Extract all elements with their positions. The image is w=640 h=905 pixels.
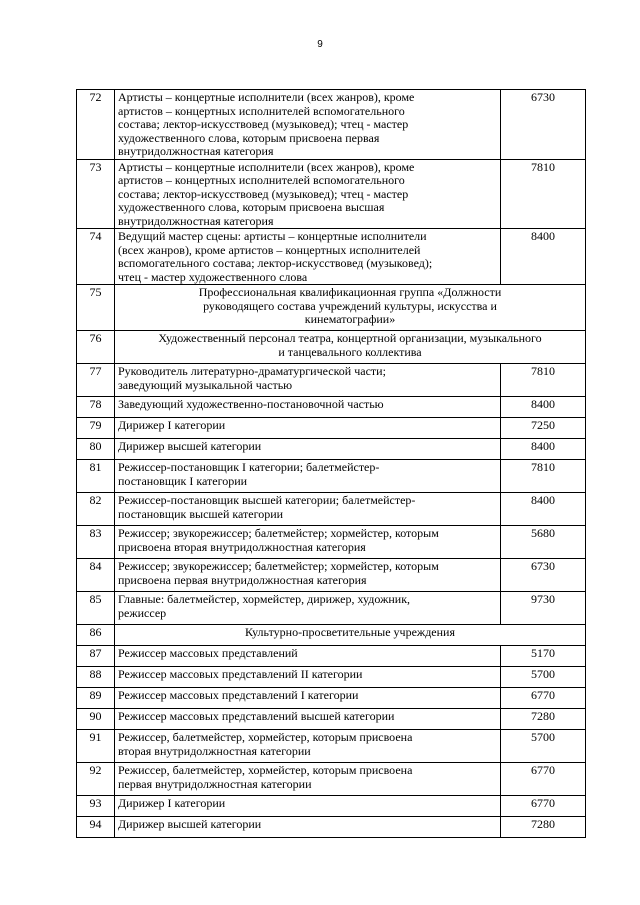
- position-title: Режиссер-постановщик I категории; балетмейстер- постановщик I категории: [115, 460, 501, 493]
- salary-value: 8400: [501, 397, 586, 418]
- table-row-section-heading: [77, 625, 586, 646]
- position-title: Режиссер, балетмейстер, хормейстер, которым присвоена вторая внутридолжностная категории: [115, 730, 501, 763]
- salary-value: 7810: [501, 364, 586, 397]
- table-row: [77, 159, 586, 229]
- row-number: 89: [77, 688, 115, 709]
- salary-value: 6730: [501, 559, 586, 592]
- position-title: Дирижер I категории: [115, 796, 501, 817]
- table-row: [77, 397, 586, 418]
- position-title: Руководитель литературно-драматургической части; заведующий музыкальной частью: [115, 364, 501, 397]
- table-row: [77, 688, 586, 709]
- row-number: 77: [77, 364, 115, 397]
- row-number: 86: [77, 625, 115, 646]
- row-number: 92: [77, 763, 115, 796]
- table-row: [77, 229, 586, 285]
- salary-table: [76, 89, 586, 838]
- salary-value: 8400: [501, 493, 586, 526]
- salary-value: 8400: [501, 439, 586, 460]
- row-number: 73: [77, 159, 115, 229]
- row-number: 75: [77, 285, 115, 331]
- table-row: [77, 439, 586, 460]
- position-title: Режиссер-постановщик высшей категории; балетмейстер- постановщик высшей категории: [115, 493, 501, 526]
- row-number: 78: [77, 397, 115, 418]
- section-heading: Художественный персонал театра, концертной организации, музыкального и танцевального коллектива: [115, 331, 586, 364]
- page-number: 9: [317, 39, 323, 50]
- salary-value: 5700: [501, 667, 586, 688]
- row-number: 93: [77, 796, 115, 817]
- table-row: [77, 364, 586, 397]
- row-number: 76: [77, 331, 115, 364]
- row-number: 94: [77, 817, 115, 838]
- salary-value: 7250: [501, 418, 586, 439]
- position-title: Режиссер массовых представлений высшей категории: [115, 709, 501, 730]
- table-row: [77, 559, 586, 592]
- row-number: 87: [77, 646, 115, 667]
- salary-value: 7810: [501, 460, 586, 493]
- row-number: 83: [77, 526, 115, 559]
- row-number: 74: [77, 229, 115, 285]
- salary-value: 7280: [501, 709, 586, 730]
- position-title: Режиссер массовых представлений: [115, 646, 501, 667]
- group-heading: Профессиональная квалификационная группа «Должности руководящего состава учреждений культуры, искусства и кинематографии»: [115, 285, 586, 331]
- position-title: Артисты – концертные исполнители (всех жанров), кроме артистов – концертных исполнителей вспомогательного состава; лектор-искусствовед (музыковед); чтец - мастер художественного слова, которым присвоена высшая внутридолжностная категория: [115, 159, 501, 229]
- salary-value: 6770: [501, 688, 586, 709]
- salary-value: 7810: [501, 159, 586, 229]
- position-title: Дирижер I категории: [115, 418, 501, 439]
- section-heading: Культурно-просветительные учреждения: [115, 625, 586, 646]
- salary-value: 5700: [501, 730, 586, 763]
- position-title: Режиссер, балетмейстер, хормейстер, которым присвоена первая внутридолжностная категории: [115, 763, 501, 796]
- salary-value: 5680: [501, 526, 586, 559]
- salary-value: 7280: [501, 817, 586, 838]
- table-row: [77, 90, 586, 160]
- table-row: [77, 526, 586, 559]
- position-title: Дирижер высшей категории: [115, 439, 501, 460]
- salary-value: 6730: [501, 90, 586, 160]
- row-number: 81: [77, 460, 115, 493]
- row-number: 91: [77, 730, 115, 763]
- table-row: [77, 709, 586, 730]
- table-row: [77, 592, 586, 625]
- row-number: 90: [77, 709, 115, 730]
- table-row: [77, 763, 586, 796]
- position-title: Дирижер высшей категории: [115, 817, 501, 838]
- position-title: Режиссер массовых представлений I категории: [115, 688, 501, 709]
- row-number: 80: [77, 439, 115, 460]
- salary-value: 5170: [501, 646, 586, 667]
- row-number: 82: [77, 493, 115, 526]
- salary-value: 9730: [501, 592, 586, 625]
- row-number: 79: [77, 418, 115, 439]
- position-title: Ведущий мастер сцены: артисты – концертные исполнители (всех жанров), кроме артистов – концертных исполнителей вспомогательного состава; лектор-искусствовед (музыковед); чтец - мастер художественного слова: [115, 229, 501, 285]
- position-title: Заведующий художественно-постановочной частью: [115, 397, 501, 418]
- row-number: 72: [77, 90, 115, 160]
- table-row: [77, 460, 586, 493]
- position-title: Режиссер; звукорежиссер; балетмейстер; хормейстер, которым присвоена вторая внутридолжностная категория: [115, 526, 501, 559]
- table-row-section-heading: [77, 331, 586, 364]
- row-number: 85: [77, 592, 115, 625]
- table-row: [77, 817, 586, 838]
- salary-value: 6770: [501, 796, 586, 817]
- position-title: Режиссер массовых представлений II категории: [115, 667, 501, 688]
- salary-value: 6770: [501, 763, 586, 796]
- table-row: [77, 796, 586, 817]
- position-title: Артисты – концертные исполнители (всех жанров), кроме артистов – концертных исполнителей вспомогательного состава; лектор-искусствовед (музыковед); чтец - мастер художественного слова, которым присвоена первая внутридолжностная категория: [115, 90, 501, 160]
- table-row: [77, 730, 586, 763]
- table-row: [77, 418, 586, 439]
- table-row: [77, 646, 586, 667]
- row-number: 84: [77, 559, 115, 592]
- salary-value: 8400: [501, 229, 586, 285]
- position-title: Режиссер; звукорежиссер; балетмейстер; хормейстер, которым присвоена первая внутридолжностная категория: [115, 559, 501, 592]
- table-row: [77, 493, 586, 526]
- row-number: 88: [77, 667, 115, 688]
- position-title: Главные: балетмейстер, хормейстер, дирижер, художник, режиссер: [115, 592, 501, 625]
- table-row: [77, 667, 586, 688]
- table-row-group-heading: [77, 285, 586, 331]
